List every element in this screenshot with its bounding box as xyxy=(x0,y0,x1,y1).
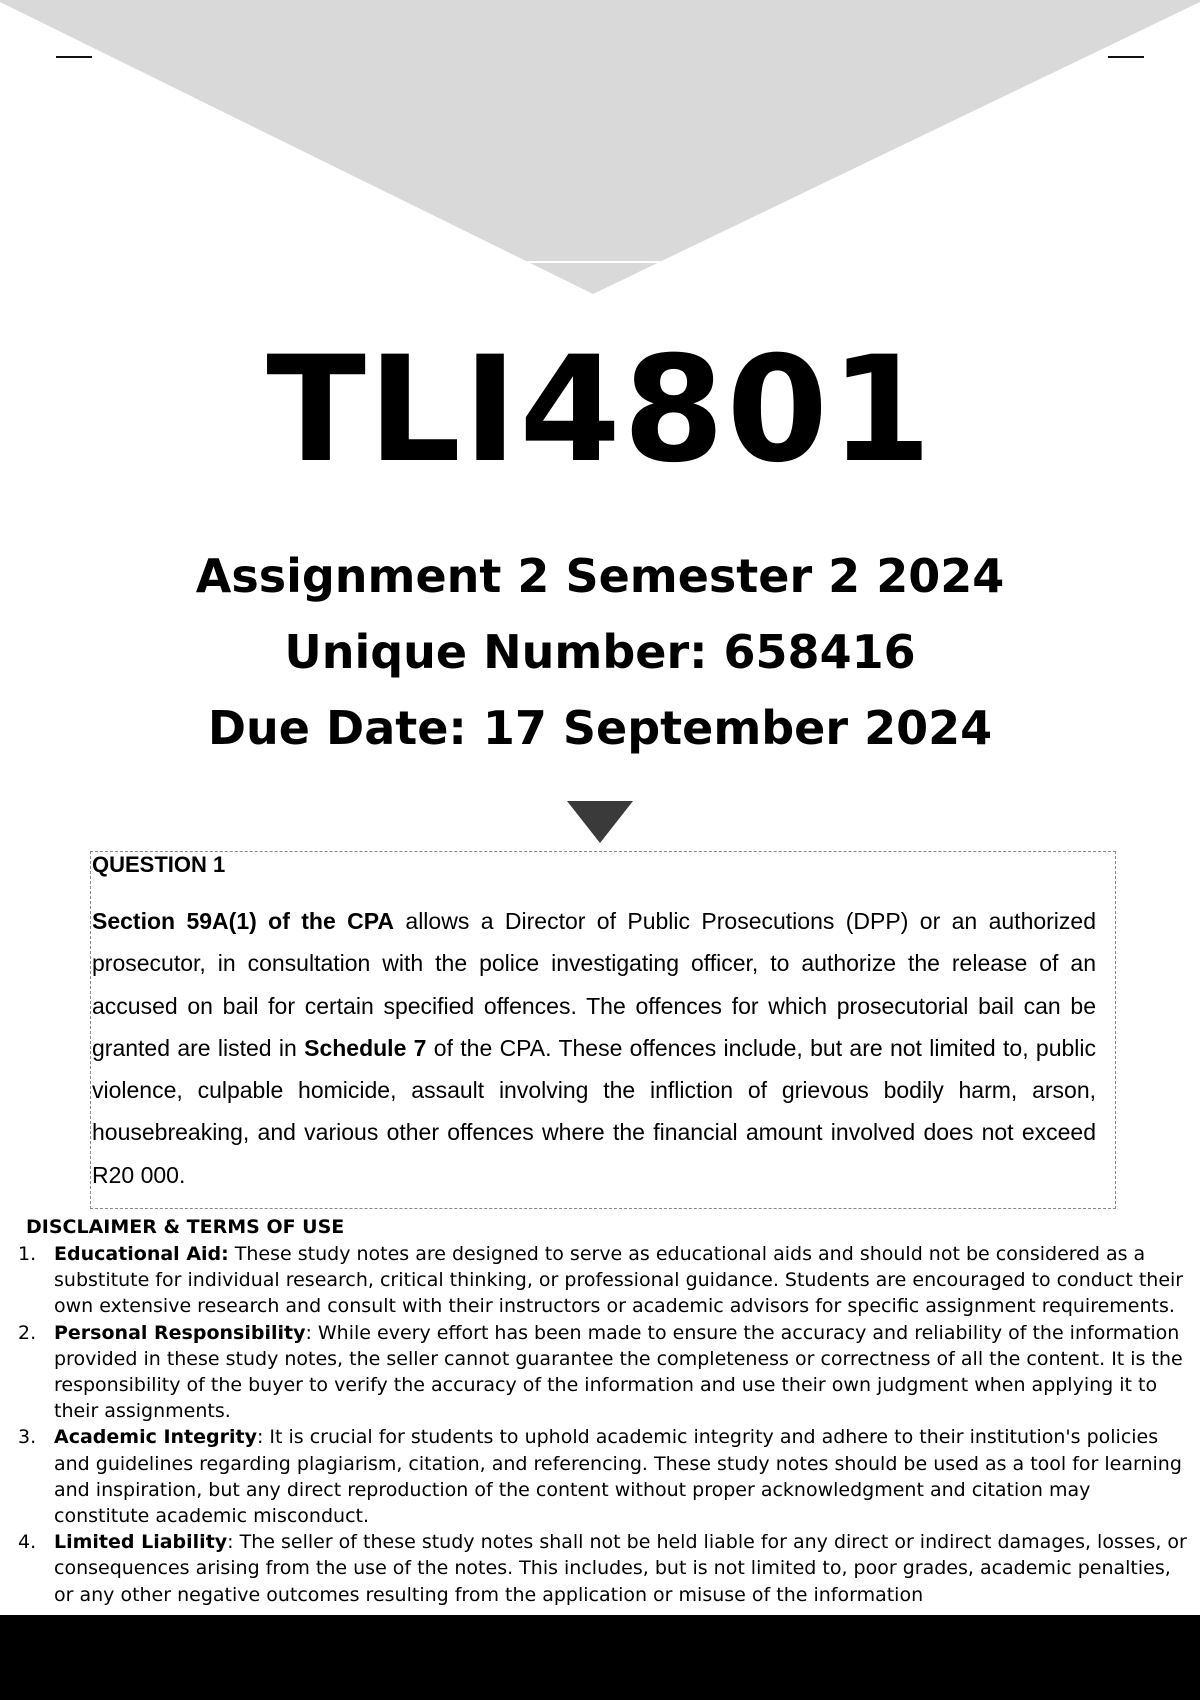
terms-item-number: 1. xyxy=(18,1243,37,1265)
terms-list-item xyxy=(18,1529,1188,1608)
terms-item-name: Personal Responsibility xyxy=(54,1321,306,1344)
terms-item-number: 3. xyxy=(18,1426,37,1449)
disclaimer-heading: DISCLAIMER & TERMS OF USE xyxy=(26,1216,345,1238)
terms-item-text: : It is crucial for students to uphold academic integrity and adhere to their institution's policies and guidelines regarding plagiarism, citation, and referencing. These study notes should be used as a tool for learning and inspiration, but any direct reproduction of the content without proper acknowledgment and citation may constitute academic misconduct. xyxy=(54,1426,1182,1528)
corner-rule-right xyxy=(1108,56,1144,58)
terms-item-name: Academic Integrity xyxy=(54,1426,257,1449)
terms-item-name: Limited Liability xyxy=(54,1531,228,1554)
terms-list xyxy=(18,1241,1188,1608)
assignment-heading: Assignment 2 Semester 2 2024 xyxy=(195,549,1005,603)
question-text-run: of the CPA. These offences include, but are not limited to, public violence, culpable homicide, assault involving the infliction of grievous bodily harm, arson, housebreaking, and various other offences where the financial amount involved does not exceed R20 000. xyxy=(92,1034,1096,1188)
terms-list-item xyxy=(18,1320,1188,1425)
terms-item-number: 2. xyxy=(18,1321,37,1344)
terms-item-text: : The seller of these study notes shall not be held liable for any direct or indirect damages, losses, or consequences arising from the use of the notes. This includes, but is not limited to, poor grades, academic penalties, or any other negative outcomes resulting from the application or misuse of the information xyxy=(54,1531,1187,1606)
terms-item-text: These study notes are designed to serve as educational aids and should not be considered as a substitute for individual research, critical thinking, or professional guidance. Students are encouraged to conduct their own extensive research and consult with their instructors or academic advisors for specific assignment requirements. xyxy=(54,1243,1184,1318)
due-date-heading: Due Date: 17 September 2024 xyxy=(207,701,993,755)
question-bold-term: Schedule 7 xyxy=(304,1034,427,1061)
down-arrow-icon xyxy=(567,801,633,843)
terms-item-number: 4. xyxy=(18,1531,37,1554)
terms-item-text: : While every effort has been made to ensure the accuracy and reliability of the information provided in these study notes, the seller cannot guarantee the completeness or correctness of all the content. It is the responsibility of the buyer to verify the accuracy of the information and use their own judgment when applying it to their assignments. xyxy=(54,1321,1183,1423)
corner-rule-left xyxy=(56,56,92,58)
question-heading: QUESTION 1 xyxy=(92,852,226,877)
terms-list-item xyxy=(18,1241,1188,1320)
unique-number-heading: Unique Number: 658416 xyxy=(284,625,916,679)
course-code-title: TLI4801 xyxy=(266,325,934,495)
question-text xyxy=(92,900,1096,1196)
header-chevron-banner xyxy=(0,0,1200,300)
bottom-black-bar xyxy=(0,1615,1200,1700)
question-text-run: allows a Director of Public Prosecutions (DPP) or an authorized prosecutor, in consultation with the police investigating officer, to authorize the release of an accused on bail for certain specified offences. The offences for which prosecutorial bail can be granted are listed in xyxy=(92,908,1097,1061)
question-bold-term: Section 59A(1) of the CPA xyxy=(92,908,395,934)
terms-item-name: Educational Aid: xyxy=(54,1243,229,1265)
terms-list-item xyxy=(18,1424,1188,1529)
